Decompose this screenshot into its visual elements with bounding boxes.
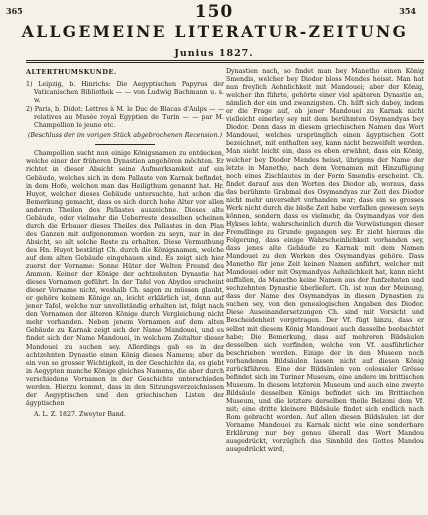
continuation-note: (Beschluss der im vorigen Stück abgebrochenen Recension.) — [27, 132, 223, 140]
issue-number: 150 — [194, 2, 234, 22]
left-column — [26, 68, 224, 419]
article-body-left: Champollion sucht nun einige Königsnamen zu entdecken, welche einer der früheren Dynastien angehören möchten. Er richtet in dieser Absicht seine Aufmerksamkeit auf ein Gebäude, welches sich in dem Pallaste von Karnak befindet, in dem Hofe, welchen man das Heiligthum genannt hat. Hr. Huyot, welcher dieses Gebäude untersuchte, hat schon die Bemerkung gemacht, dass es sich durch hohe Alter vor allen anderen Theilen des Pallastes auszeichne. Dieses alte Gebäude, oder vielmehr die Ueberreste desselben scheinen durch die Erbauer dieses Theiles des Pallastes in den Plan des Ganzen mit aufgenommen worden zu seyn, nur in der Absicht, so alt solche Reste zu erhalten. Diese Vermuthung des Hn. Huyot bestätigt Ch. durch die Königsnamen, welche auf dem alten Gebäude eingehauen sind. Es zeigt sich hier zuerst der Vorname: Sonne Hüter der Welten Freund des Ammon. Keiner der Könige der achtzehnten Dynastie hat dieses Vornamen geführt. In der Tafel von Abydos erscheint dieser Vorname nicht, weshalb Ch. sagen zu müssen glaubt, er gehöre keinem Könige an, leicht erklärlich ist, denn auf jener Tafel, welche nur unvollständig erhalten ist, folgt nach den Vornamen der älteren Könige durch Vergleichung nicht mehr vorhanden. Neben jenem Vornamen auf dem alten Gebäude zu Karnak zeigt sich der Name Mandouei, und es findet sich der Name Mandouei, in welchem Zeitalter dieser Mandouei zu suchen sey. Allerdings gab es in der achtzehnten Dynastie einen König dieses Namens; aber da ein von so grosser Wichtigkeit, in der Geschichte da, es giebt in Aegypten manche Könige gleiches Namens, die aber durch verschiedene Vornamen in der Geschichte unterschieden werden. Hierzu kommt, dass in den Sitzungsverzeichnissen der Aegyptischen und den griechischen Listen der ägyptischen — [26, 150, 224, 407]
section-heading: ALTERTHUMSKUNDE. — [26, 68, 117, 76]
issue-date: Junius 1827. — [174, 48, 254, 59]
volume-footer: A. L. Z. 1827. Zweyter Band. — [34, 410, 126, 418]
page-number-right: 354 — [399, 6, 416, 16]
bibliography-entry: 1) Leipzig, b. Hinrichs: Die Aegyptischen Papyrus der Vaticanischen Bibliothek — — von Ludwig Bachmann u. s. w. — [26, 81, 224, 105]
masthead-title: ALLGEMEINE LITERATUR-ZEITUNG — [21, 22, 409, 41]
header-rule-thick — [26, 60, 424, 61]
bibliography-entry: 2) Paris, b. Didot: Lettres à M. le Duc de Blacas d'Aulps — — relatives au Musée royal Egyptien de Turin — — par M. Champollion le jeune etc. — [26, 106, 224, 130]
section-divider — [95, 144, 155, 145]
header-rule-thin — [26, 62, 424, 63]
page-number-left: 365 — [6, 6, 23, 16]
article-body-right: Dynastien nach, so findet man bey Manetho einen König Smendis, welcher bey Diodor bloss Mendes heisst. Man hat nun freylich Aehnlichkeit mit Mandouei; aber der König, welcher ihn führte, gehörte einer viel späteren Dynastie an, nämlich der ein und zwanzigsten. Ch. hilft sich dabey, indem er die Frage auf, ob jener Mandouei zu Karnak nicht vielleicht einerley sey mit dem berühmten Osymandyas bey Diodor. Denn dass in diesem griechischen Namen das Wort Mandouei, welches ursprünglich einen ägyptischen Gott bezeichnet, mit enthalten sey, kann nicht bezweifelt werden. Man sieht leicht ein, dass es eben erwähnt, dass ein König, welcher bey Diodor Mendes heisst, übrigens der Name der letzte in Manetho, nach dem Vornamen mit Hinzufügung noch eines Zischlautes in der Form Smendis erscheint. Ch. findet darauf aus den Worten des Diodor ab, woraus, dass das berühmte Grabmal des Osymandyas zur Zeit des Diodor nicht mehr unversehrt vorhanden war; dass ein so grosses Werk nicht durch die bloße Zeit habe verfallen gewesen seyn können, sondern dass es vielmehr, da Osymandyas vor den Hykses lebte, wahrscheinlich durch die Verwüstungen dieser Fremdlinge zu Grunde gegangen sey. Er zieht hieraus die Folgerung, dass einige Wahrscheinlichkeit vorhanden sey, dass jenes alte Gebäude zu Karnak mit dem Namen Mandouei zu den Werken des Osymandyas gehöre. Dass Manetho für jene Zeit keinen Namen anführt, welcher mit Mandouei oder mit Osymandyas Aehnlichkeit hat, kann nicht auffallen, da Manetho keine Namen aus der funfzehnten und sechzehnten Dynastie überliefert. Ch. ist nun der Meinung, dass der Name des Osymandyas in diesen Dynastien zu suchen sey, von den genealogischen Angaben des Diodor. Diese Auseinandersetzungen Ch. sind mit Vorsicht und Bescheidenheit vorgetragen. Der Vf. fügt hinzu, dass er selbst mit diesem König Mandouei auch dasselbe beobachtet habe; Die Bemerkung, dass auf mehreren Bildsäulen desselben sich vorfinden, welche von Vf. ausführlicher beschrieben werden. Einige der in den Museen noch vorhandenen Bildsäulen lassen nicht auf diesen König zurückführen. Eine der Bildsäulen von colossaler Grösse befindet sich im Turiner Museum, eine andere im brittischen Museum. In diesem letzteren Museum und auch eine zweyte Bildsäule desselben Königs befindet sich im Brittischen Museum, und die letztere derselben theile Belzoni dem Vf. mit; eine dritte kleinere Bildsäule findet sich endlich nach Rom gebracht worden. Auf allen diesen Bildsäulen ist der Vorname Mandouei zu Karnak nicht wie eine sonderbare Erklärung nur bey genau überall das Wort Mandou ausgedrückt, vorzüglich das Sinnbild des Gottes Mandou ausgedrückt wird, — [226, 68, 424, 454]
right-column — [226, 68, 424, 454]
